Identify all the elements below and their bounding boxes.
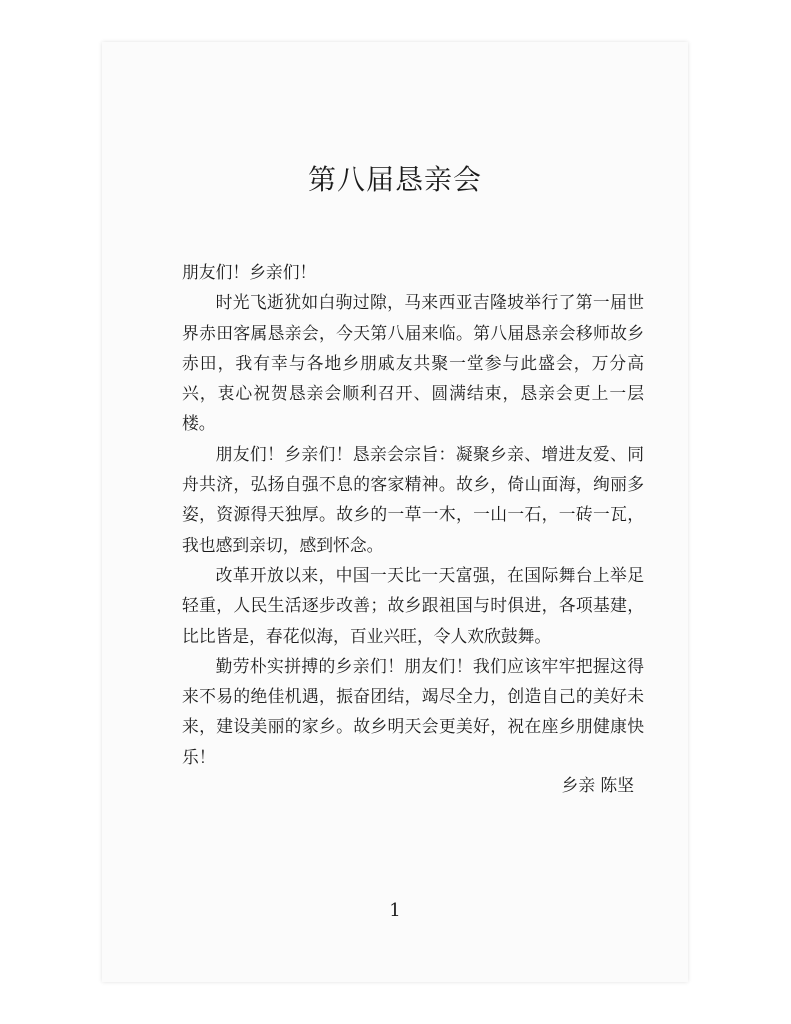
- document-page: [102, 42, 688, 982]
- paragraph-2: 朋友们！乡亲们！恳亲会宗旨：凝聚乡亲、增进友爱、同舟共济，弘扬自强不息的客家精神。故乡，倚山面海，绚丽多姿，资源得天独厚。故乡的一草一木，一山一石，一砖一瓦，我也感到亲切，感到怀念。: [182, 443, 644, 555]
- salutation: 朋友们！乡亲们！: [182, 262, 317, 282]
- document-body: [182, 257, 644, 772]
- document-title: 第八届恳亲会: [307, 163, 482, 196]
- paragraph-3: 改革开放以来，中国一天比一天富强，在国际舞台上举足轻重，人民生活逐步改善；故乡跟祖国与时俱进，各项基建，比比皆是，春花似海，百业兴旺，令人欢欣鼓舞。: [182, 564, 644, 646]
- page-number: 1: [389, 900, 401, 921]
- paragraph-1: 时光飞逝犹如白驹过隙，马来西亚吉隆坡举行了第一届世界赤田客属恳亲会，今天第八届来临。第八届恳亲会移师故乡赤田，我有幸与各地乡朋戚友共聚一堂参与此盛会，万分高兴，衷心祝贺恳亲会顺利召开、圆满结束，恳亲会更上一层楼。: [182, 292, 644, 434]
- paragraph-4: 勤劳朴实拼搏的乡亲们！朋友们！我们应该牢牢把握这得来不易的绝佳机遇，振奋团结，竭尽全力，创造自己的美好未来，建设美丽的家乡。故乡明天会更美好，祝在座乡朋健康快乐！: [182, 655, 644, 767]
- signature: 乡亲 陈坚: [561, 775, 634, 795]
